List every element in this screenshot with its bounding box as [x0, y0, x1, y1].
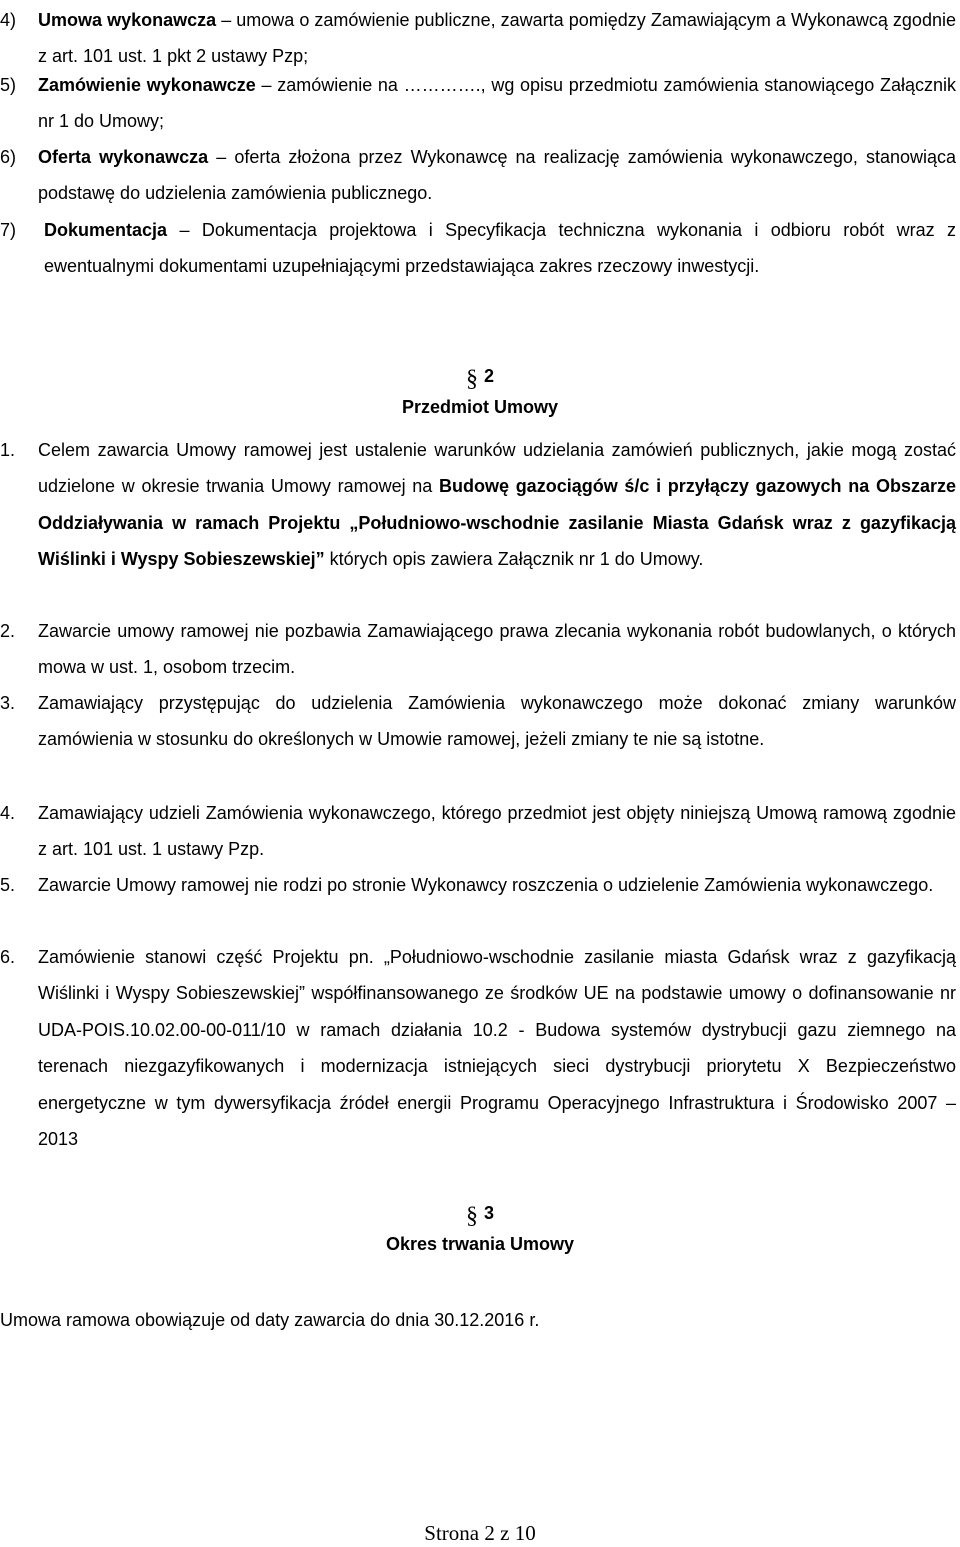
definition-text: Dokumentacja projektowa i Specyfikacja techniczna wykonania i odbioru robót wraz z ewentualnymi dokumentami uzupełniającymi przedstawiająca zakres rzeczowy inwestycji.	[44, 220, 956, 276]
definition-term: Umowa wykonawcza	[38, 10, 217, 30]
definition-text: oferta złożona przez Wykonawcę na realizację zamówienia wykonawczego, stanowiąca podstawę do udzielenia zamówienia publicznego.	[38, 147, 957, 203]
item-text: Zawarcie umowy ramowej nie pozbawia Zamawiającego prawa zlecania wykonania robót budowlanych, o których mowa w ust. 1, osobom trzecim.	[38, 621, 956, 678]
item-number: 5.	[0, 875, 16, 895]
definition-number: 6)	[0, 147, 17, 167]
item-text: Zawarcie Umowy ramowej nie rodzi po stronie Wykonawcy roszczenia o udzielenie Zamówienia wykonawczego.	[38, 875, 934, 895]
section-title: Przedmiot Umowy	[401, 397, 559, 417]
section-number: 2	[483, 366, 494, 386]
definition-item-7	[0, 212, 956, 284]
section-3-heading	[0, 1199, 960, 1255]
definition-dash: –	[261, 75, 272, 95]
definition-item-6	[0, 139, 956, 211]
definition-term: Dokumentacja	[44, 220, 168, 240]
section-2-item-6	[0, 939, 956, 1157]
section-2-item-2	[0, 613, 956, 686]
page-number-footer: Strona 2 z 10	[424, 1521, 536, 1545]
definition-dash: –	[216, 147, 227, 167]
section-number: 3	[483, 1203, 494, 1223]
definition-item-4	[0, 2, 956, 74]
section-2-heading	[0, 362, 960, 418]
item-text-end: których opis zawiera Załącznik nr 1 do Umowy.	[324, 549, 704, 570]
item-text: Zamawiający udzieli Zamówienia wykonawczego, którego przedmiot jest objęty niniejszą Umową ramową zgodnie z art. 101 ust. 1 ustawy Pzp.	[38, 803, 956, 860]
section-2-item-5	[0, 867, 956, 903]
item-text: Zamówienie stanowi część Projektu pn. „Południowo-wschodnie zasilanie miasta Gdańsk wraz z gazyfikacją Wiślinki i Wyspy Sobieszewskiej” współfinansowanego ze środków UE na podstawie umowy o dofinansowanie nr UDA-POIS.10.02.00-00-011/10 w ramach działania 10.2 - Budowa systemów dystrybucji gazu ziemnego na terenach niezgazyfikowanych i modernizacja istniejących sieci dystrybucji priorytetu X Bezpieczeństwo energetyczne w tym dywersyfikacja źródeł energii Programu Operacyjnego Infrastruktura i Środowisko 2007 – 2013	[38, 947, 956, 1150]
item-text: Zamawiający przystępując do udzielenia Zamówienia wykonawczego może dokonać zmiany warunków zamówienia w stosunku do określonych w Umowie ramowej, jeżeli zmiany te nie są istotne.	[38, 693, 956, 750]
item-project-name: Budowę gazociągów ś/c i przyłączy gazowych na Obszarze Oddziaływania w ramach Projektu „Południowo-wschodnie zasilanie Miasta Gdańsk wraz z gazyfikacją Wiślinki i Wyspy Sobieszewskiej”	[38, 476, 956, 570]
definition-number: 7)	[0, 220, 17, 240]
section-title: Okres trwania Umowy	[385, 1234, 575, 1254]
section-2-item-1	[0, 432, 956, 578]
definition-number: 4)	[0, 10, 17, 30]
definition-item-5	[0, 67, 956, 139]
item-number: 2.	[0, 621, 16, 641]
item-text: Celem zawarcia Umowy ramowej jest ustalenie warunków udzielania zamówień publicznych, jakie mogą zostać udzielone w okresie trwania Umowy ramowej na	[38, 440, 956, 497]
item-number: 4.	[0, 803, 16, 823]
section-3-text: Umowa ramowa obowiązuje od daty zawarcia do dnia 30.12.2016 r.	[0, 1310, 540, 1330]
section-2-item-4	[0, 795, 956, 868]
definition-text: umowa o zamówienie publiczne, zawarta pomiędzy Zamawiającym a Wykonawcą zgodnie z art. 101 ust. 1 pkt 2 ustawy Pzp;	[38, 10, 956, 66]
definition-term: Zamówienie wykonawcze	[38, 75, 256, 95]
paragraph-mark: §	[465, 1203, 478, 1229]
paragraph-mark: §	[465, 366, 478, 392]
item-number: 3.	[0, 693, 16, 713]
item-number: 1.	[0, 440, 16, 460]
definition-dash: –	[221, 10, 232, 30]
definition-dash: –	[179, 220, 190, 240]
definition-text: zamówienie na …………., wg opisu przedmiotu zamówienia stanowiącego Załącznik nr 1 do Umowy;	[38, 75, 956, 131]
section-2-item-3	[0, 685, 956, 758]
item-number: 6.	[0, 947, 16, 967]
definition-term: Oferta wykonawcza	[38, 147, 209, 167]
definition-number: 5)	[0, 75, 17, 95]
